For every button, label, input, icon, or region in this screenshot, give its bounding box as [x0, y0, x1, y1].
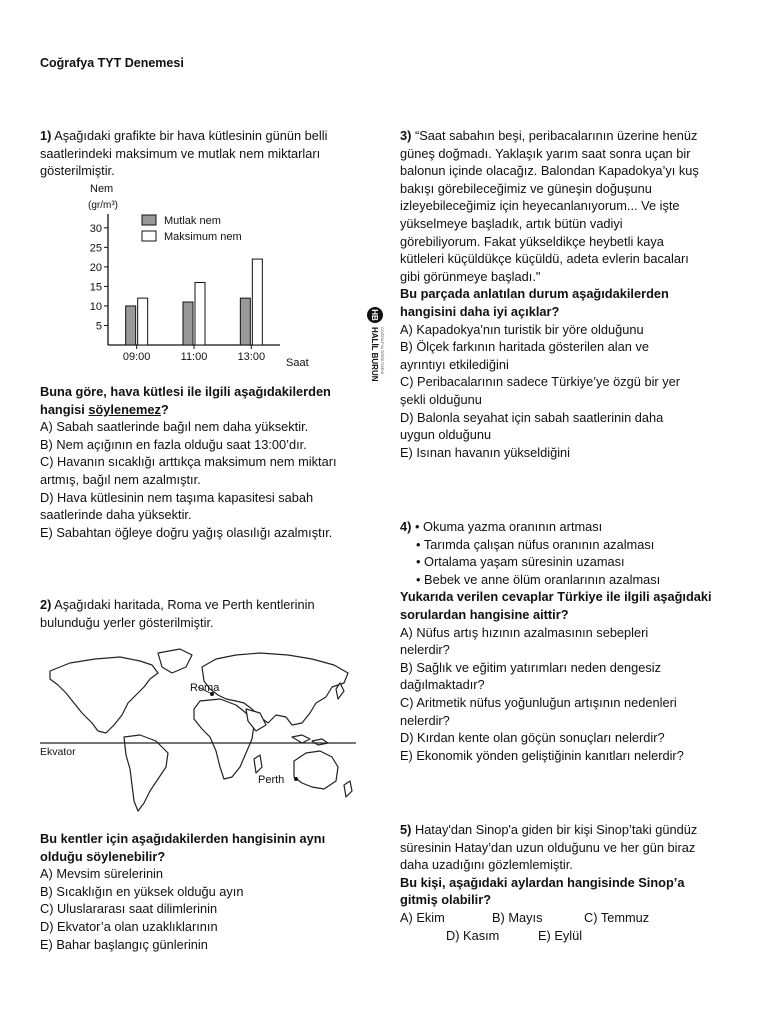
answer-option: nelerdir?	[400, 642, 450, 658]
chart-bar	[240, 298, 250, 345]
legend-swatch-maksimum	[142, 231, 156, 241]
chart-y-tick-label: 30	[89, 222, 102, 235]
answer-option: ayrıntıyı etkilediğini	[400, 356, 509, 372]
perth-label: Perth	[258, 774, 285, 786]
chart-x-tick-label: 13:00	[237, 351, 266, 363]
world-map	[40, 643, 356, 818]
question-5-options-row1	[400, 909, 730, 927]
passage-text: gibi görünmeye başladı."	[400, 268, 541, 284]
answer-option: C) Temmuz	[584, 910, 650, 925]
answer-option: saatlerinde daha yüksektir.	[40, 507, 192, 523]
australia	[294, 751, 338, 789]
question-stem: hangisi	[40, 401, 89, 417]
answer-option: D) Kasım	[446, 928, 500, 943]
logo-initials: HB	[370, 309, 379, 321]
chart-ylabel-unit: (gr/m³)	[88, 200, 118, 211]
question-number: 1)	[40, 128, 52, 143]
legend-label-maksimum: Maksimum nem	[164, 231, 242, 243]
africa	[194, 699, 254, 779]
answer-option: artmış, bağıl nem azalmıştır.	[40, 471, 201, 487]
passage-text: izleyebileceğimiz için heyecanlanıyorum... Ve işte	[400, 198, 680, 214]
stem-emphasis: söylenemez	[88, 401, 161, 417]
answer-option: C) Peribacalarının sadece Türkiye’ye özgü bir yer	[400, 374, 681, 390]
chart-xlabel: Saat	[286, 357, 309, 369]
answer-option: B) Sıcaklığın en yüksek olduğu ayın	[40, 883, 244, 899]
answer-option: uygun olduğunu	[400, 427, 492, 443]
chart-y-tick-label: 25	[89, 242, 102, 255]
greenland	[158, 649, 192, 673]
question-stem: sorulardan hangisine aittir?	[400, 606, 569, 622]
bullet-item: Ortalama yaşam süresinin uzaması	[424, 554, 625, 570]
answer-option: A) Mevsim sürelerinin	[40, 866, 164, 882]
chart-bar	[126, 306, 136, 345]
page-title: Coğrafya TYT Denemesi	[40, 56, 184, 70]
question-text: Aşağıdaki haritada, Roma ve Perth kentlerinin	[54, 597, 315, 612]
question-stem: olduğu söylenebilir?	[40, 848, 166, 864]
chart-y-tick-label: 15	[89, 281, 102, 294]
question-1-intro	[40, 127, 370, 180]
question-stem: Bu kişi, aşağıdaki aylardan hangisinde Sinop’a	[400, 874, 685, 890]
teacher-logo	[362, 305, 388, 405]
question-1-stem	[40, 383, 370, 541]
answer-option: E) Ekonomik yönden geliştiğinin kanıtları nelerdir?	[400, 747, 684, 763]
bullet-item: Tarımda çalışan nüfus oranının azalması	[423, 536, 655, 552]
answer-option: nelerdir?	[400, 712, 450, 728]
question-text: süresinin Hatay’dan uzun olduğunu ve her gün biraz	[400, 839, 696, 855]
question-4	[400, 518, 730, 764]
chart-bar	[183, 302, 193, 345]
question-stem: ?	[160, 401, 169, 417]
question-number: 3)	[400, 128, 412, 143]
question-stem: Bu kentler için aşağıdakilerden hangisinin aynı	[40, 831, 326, 846]
chart-bars	[126, 259, 263, 345]
roma-label: Roma	[190, 682, 220, 694]
legend-swatch-mutlak	[142, 215, 156, 225]
passage-text: güneş doğmadı. Yaklaşık yarım saat sonra uçan bir	[400, 145, 691, 161]
answer-option: D) Balonla seyahat için sabah saatlerinin daha	[400, 409, 664, 425]
bullet-icon: •	[414, 519, 420, 534]
passage-text: yükselmeye başladık, artık bütün vadiyi	[400, 215, 623, 231]
passage-text: kütleleri küçüldükçe küçüldü, adeta evlerin bacaları	[400, 251, 689, 267]
answer-option: C) Uluslararası saat dilimlerinin	[40, 901, 218, 917]
question-text: daha uzadığını gözlemlemiştir.	[400, 857, 573, 873]
question-stem: Bu parçada anlatılan durum aşağıdakilerden	[400, 286, 669, 302]
chart-y-tick-label: 20	[89, 261, 102, 274]
question-text: Aşağıdaki grafikte bir hava kütlesinin günün belli	[54, 128, 328, 143]
answer-option: B) Ölçek farkının haritada gösterilen alan ve	[400, 339, 649, 355]
humidity-bar-chart	[80, 180, 320, 370]
passage-text: görebiliyorum. Fakat yükseldikçe heybetli kaya	[400, 233, 664, 249]
question-text: bulunduğu yerler gösterilmiştir.	[40, 614, 214, 630]
answer-option: C) Aritmetik nüfus yoğunluğun artışının nedenleri	[400, 694, 677, 710]
chart-bar	[252, 259, 262, 345]
question-5	[400, 821, 730, 909]
south-america	[124, 735, 168, 811]
answer-option: A) Sabah saatlerinde bağıl nem daha yüksektir.	[40, 419, 309, 435]
bullet-item: Bebek ve anne ölüm oranlarının azalması	[424, 571, 661, 587]
bullet-item: Okuma yazma oranının artması	[423, 519, 603, 534]
question-text: Hatay'dan Sinop'a giden bir kişi Sinop’taki gündüz	[414, 822, 698, 837]
logo-name: HALİL BURUN	[370, 327, 379, 382]
chart-ylabel: Nem	[90, 183, 114, 195]
bullet-icon: •	[416, 536, 421, 552]
question-stem: hangisini daha iyi açıklar?	[400, 303, 560, 319]
question-text: gösterilmiştir.	[40, 163, 115, 179]
new-zealand	[344, 781, 352, 797]
answer-option: E) Eylül	[538, 928, 583, 943]
chart-y-tick-label: 10	[89, 300, 102, 313]
passage-text: “Saat sabahın beşi, peribacalarının üzerine henüz	[414, 128, 698, 143]
answer-option: dağılmaktadır?	[400, 677, 485, 693]
equator-label: Ekvator	[40, 746, 76, 758]
logo-subtitle: COĞRAFYA ÖĞRETMENİ	[380, 327, 385, 375]
chart-bar	[138, 298, 148, 345]
answer-option: C) Havanın sıcaklığı arttıkça maksimum nem miktarı	[40, 454, 337, 470]
bullet-icon: •	[416, 571, 421, 587]
question-2-stem	[40, 830, 370, 953]
answer-option: D) Ekvator’a olan uzaklıklarının	[40, 918, 218, 934]
question-stem: Yukarıda verilen cevaplar Türkiye ile ilgili aşağıdaki	[400, 589, 712, 605]
answer-option: E) Isınan havanın yükseldiğini	[400, 444, 571, 460]
answer-option: D) Kırdan kente olan göçün sonuçları nelerdir?	[400, 730, 665, 746]
chart-y-tick-label: 5	[95, 320, 102, 333]
chart-xlabels	[123, 345, 265, 363]
answer-option: A) Kapadokya'nın turistik bir yöre olduğunu	[400, 321, 644, 337]
question-number: 2)	[40, 597, 52, 612]
answer-option: A) Nüfus artış hızının azalmasının sebepleri	[400, 624, 649, 640]
question-text: saatlerindeki maksimum ve mutlak nem miktarları	[40, 145, 321, 161]
question-3	[400, 127, 730, 461]
north-america	[50, 657, 158, 733]
answer-option: B) Mayıs	[492, 910, 543, 925]
answer-option: E) Bahar başlangıç günlerinin	[40, 936, 208, 952]
answer-option: E) Sabahtan öğleye doğru yağış olasılığı azalmıştır.	[40, 524, 333, 540]
passage-text: bakışı görebileceğimiz ve güneşin doğuşunu	[400, 180, 652, 196]
question-2-intro	[40, 596, 370, 631]
question-number: 4)	[400, 519, 412, 534]
answer-option: B) Sağlık ve eğitim yatırımları neden dengesiz	[400, 659, 662, 675]
perth-marker	[294, 777, 298, 781]
legend-label-mutlak: Mutlak nem	[164, 215, 221, 227]
chart-ticks	[90, 223, 108, 333]
chart-bar	[195, 283, 205, 346]
answer-option: B) Nem açığının en fazla olduğu saat 13:00’dır.	[40, 436, 307, 452]
question-stem: Buna göre, hava kütlesi ile ilgili aşağıdakilerden	[40, 384, 331, 399]
question-stem: gitmiş olabilir?	[400, 892, 492, 908]
passage-text: balonun içinde olacağız. Balondan Kapadokya’yı kuş	[400, 163, 699, 179]
continents	[50, 649, 352, 811]
bullet-icon: •	[416, 554, 421, 570]
answer-option: A) Ekim	[400, 910, 445, 925]
chart-x-tick-label: 09:00	[122, 351, 151, 363]
chart-x-tick-label: 11:00	[180, 351, 208, 363]
question-5-options-row2	[400, 927, 730, 945]
answer-option: D) Hava kütlesinin nem taşıma kapasitesi sabah	[40, 489, 314, 505]
madagascar	[254, 755, 262, 773]
answer-option: şekli olduğunu	[400, 391, 482, 407]
question-number: 5)	[400, 822, 412, 837]
